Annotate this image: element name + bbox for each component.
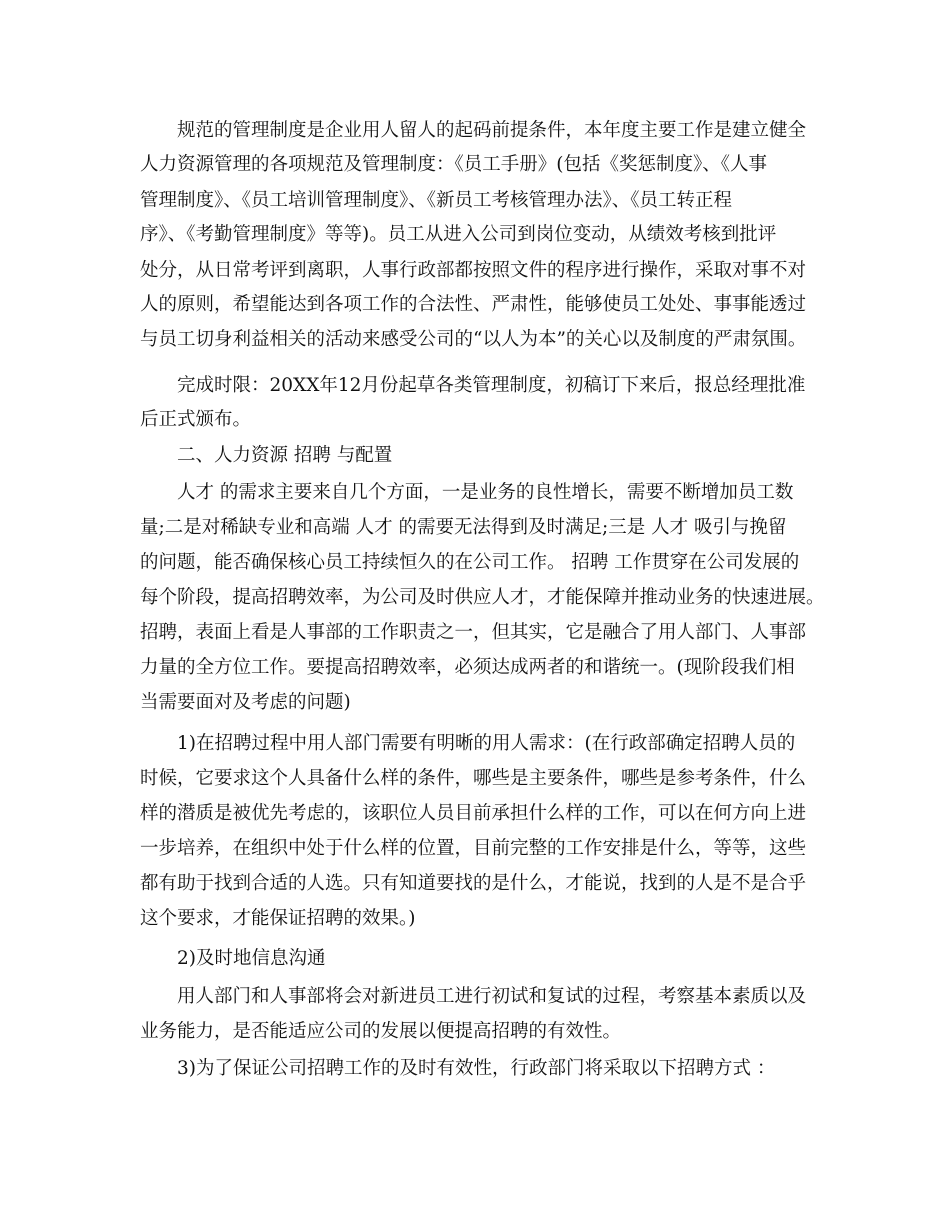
list-item-heading: 3)为了保证公司招聘工作的及时有效性，行政部门将采取以下招聘方式 ： — [177, 1058, 776, 1079]
paragraph-line: 力量的全方位工作。要提高招聘效率，必须达成两者的和谐统一。(现阶段我们相 — [140, 657, 795, 678]
paragraph-line: 处分，从日常考评到离职，人事行政部都按照文件的程序进行操作，采取对事不对 — [140, 260, 807, 281]
paragraph-line: 每个阶段，提高招聘效率，为公司及时供应人才，才能保障并推动业务的快速进展。 — [140, 587, 825, 608]
paragraph-line: 规范的管理制度是企业用人留人的起码前提条件，本年度主要工作是建立健全 — [177, 120, 807, 141]
paragraph-line: 这个要求，才能保证招聘的效果。) — [140, 908, 416, 929]
list-item-heading: 2)及时地信息沟通 — [177, 948, 326, 969]
section-heading: 二、人力资源 招聘 与配置 — [177, 445, 393, 466]
paragraph-line: 样的潜质是被优先考虑的，该职位人员目前承担什么样的工作，可以在何方向上进 — [140, 803, 807, 824]
paragraph-line: 完成时限：20XX年12月份起草各类管理制度，初稿订下来后，报总经理批准 — [177, 375, 806, 396]
paragraph-line: 的问题，能否确保核心员工持续恒久的在公司工作。 招聘 工作贯穿在公司发展的 — [140, 552, 800, 573]
paragraph-line: 人的原则，希望能达到各项工作的合法性、严肃性，能够使员工处处、事事能透过 — [140, 294, 807, 315]
paragraph-line: 人才 的需求主要来自几个方面，一是业务的良性增长，需要不断增加员工数 — [177, 482, 794, 503]
paragraph-line: 量;二是对稀缺专业和高端 人才 的需要无法得到及时满足;三是 人才 吸引与挽留 — [140, 517, 787, 538]
paragraph-line: 都有助于找到合适的人选。只有知道要找的是什么，才能说，找到的人是不是合乎 — [140, 873, 807, 894]
paragraph-line: 管理制度》、《员工培训管理制度》、《新员工考核管理办法》、《员工转正程 — [140, 190, 733, 211]
paragraph-line: 与员工切身利益相关的活动来感受公司的“以人为本”的关心以及制度的严肃氛围。 — [140, 329, 807, 350]
paragraph-line: 人力资源管理的各项规范及管理制度：《员工手册》(包括《奖惩制度》、《人事 — [140, 154, 767, 175]
paragraph-line: 后正式颁布。 — [140, 409, 252, 430]
paragraph-line: 序》、《考勤管理制度》等等)。员工从进入公司到岗位变动，从绩效考核到批评 — [140, 224, 777, 245]
paragraph-line: 时候，它要求这个人具备什么样的条件，哪些是主要条件，哪些是参考条件，什么 — [140, 768, 807, 789]
paragraph-line: 招聘，表面上看是人事部的工作职责之一，但其实，它是融合了用人部门、人事部 — [140, 622, 807, 643]
paragraph-line: 用人部门和人事部将会对新进员工进行初试和复试的过程，考察基本素质以及 — [177, 986, 807, 1007]
paragraph-line: 当需要面对及考虑的问题) — [140, 692, 351, 713]
paragraph-line: 业务能力，是否能适应公司的发展以便提高招聘的有效性。 — [140, 1021, 622, 1042]
paragraph-line: 一步培养，在组织中处于什么样的位置，目前完整的工作安排是什么，等等，这些 — [140, 838, 807, 859]
paragraph-line: 1)在招聘过程中用人部门需要有明晰的用人需求：(在行政部确定招聘人员的 — [177, 733, 796, 754]
